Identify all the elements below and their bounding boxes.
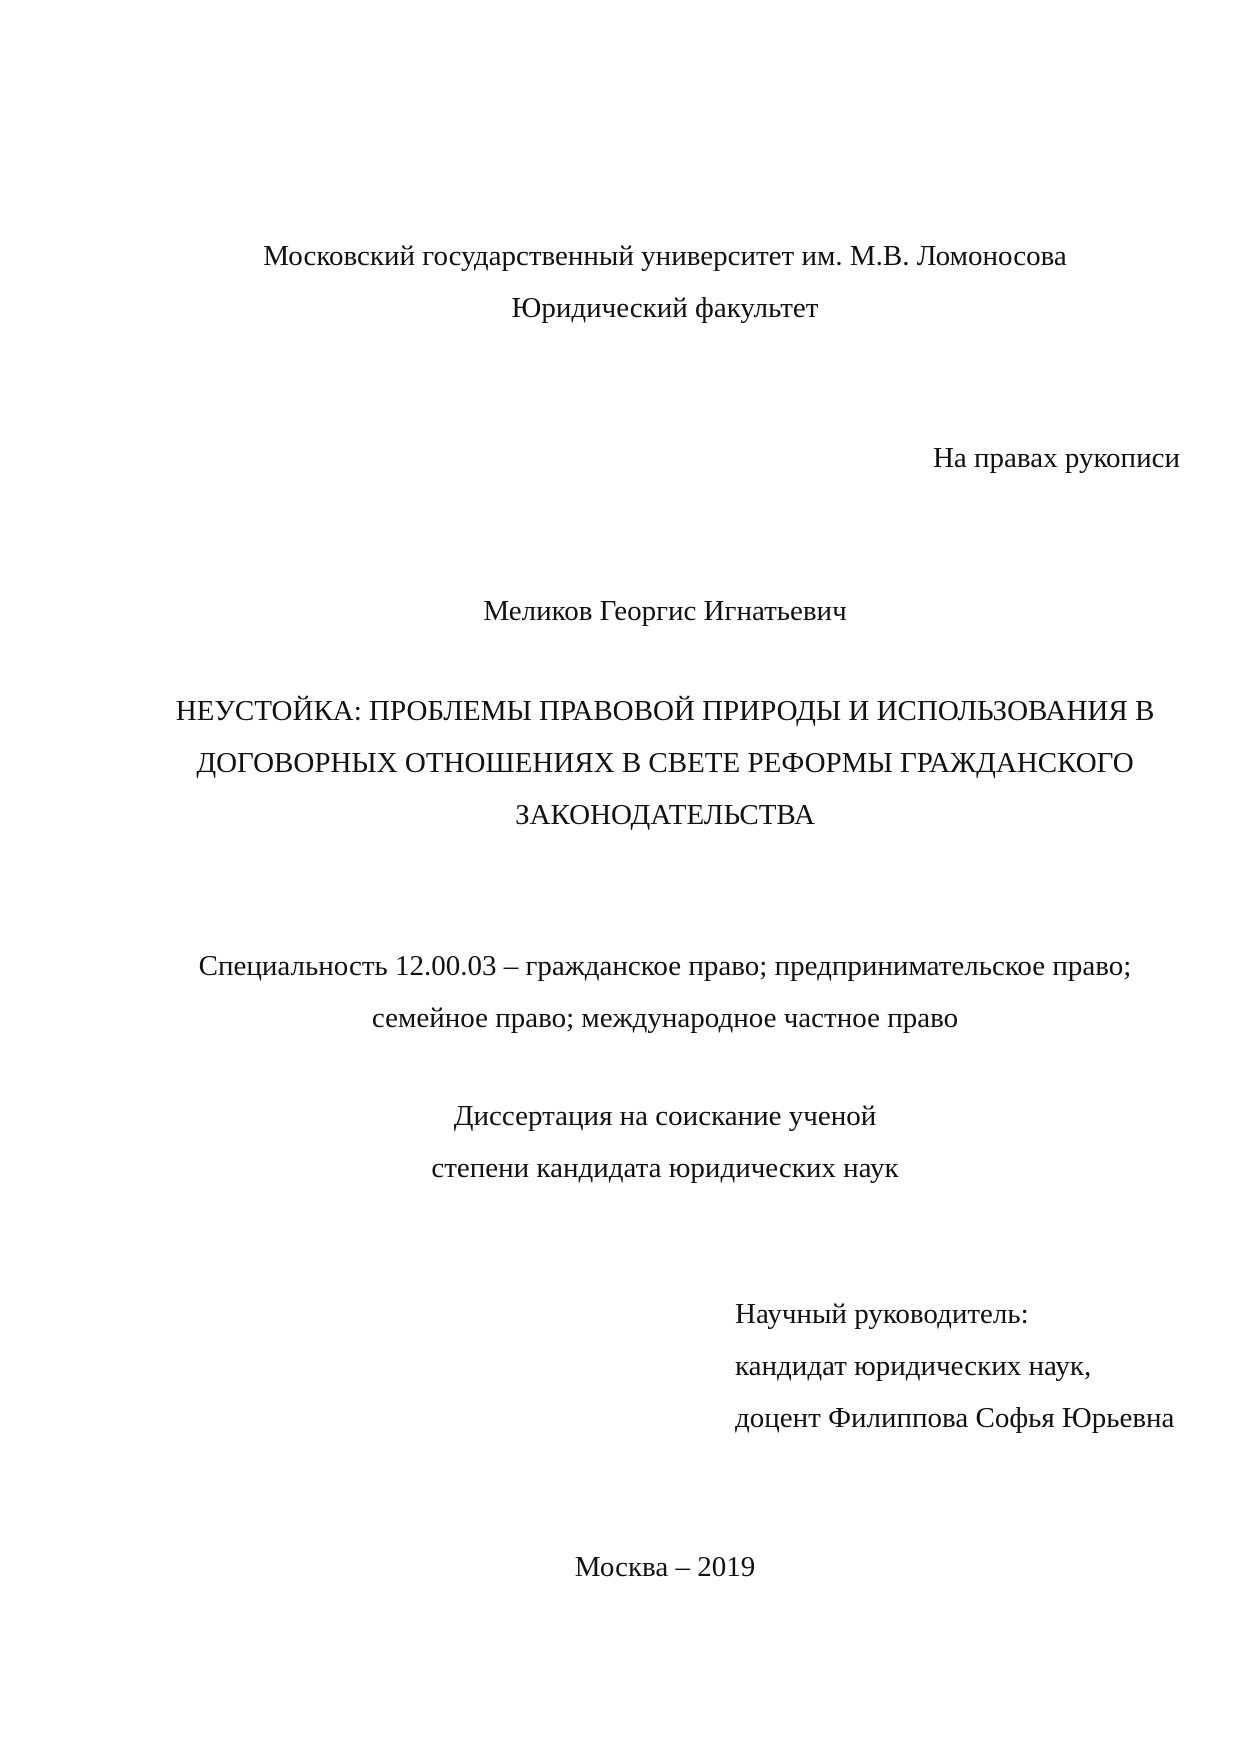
dissertation-title-line-3: ЗАКОНОДАТЕЛЬСТВА — [515, 799, 815, 831]
university-name: Московский государственный университет им. М.В. Ломоносова — [263, 240, 1067, 272]
city-year: Москва – 2019 — [574, 1551, 756, 1583]
header-block — [150, 230, 1180, 334]
degree-statement-line-1: Диссертация на соискание ученой — [453, 1100, 877, 1132]
specialty-line-1: Специальность 12.00.03 – гражданское право; предпринимательское право; — [198, 950, 1132, 982]
supervisor-name: доцент Филиппова Софья Юрьевна — [735, 1402, 1175, 1434]
dissertation-title-line-1: НЕУСТОЙКА: ПРОБЛЕМЫ ПРАВОВОЙ ПРИРОДЫ И ИСПОЛЬЗОВАНИЯ В — [175, 695, 1155, 727]
dissertation-title-line-2: ДОГОВОРНЫХ ОТНОШЕНИЯХ В СВЕТЕ РЕФОРМЫ ГРАЖДАНСКОГО — [196, 747, 1134, 779]
specialty-line-2: семейное право; международное частное право — [371, 1002, 959, 1034]
supervisor-block — [735, 1288, 1195, 1444]
city-year-block — [150, 1541, 1180, 1593]
supervisor-heading: Научный руководитель: — [735, 1298, 1029, 1330]
author-block — [150, 585, 1180, 637]
supervisor-degree: кандидат юридических наук, — [735, 1350, 1092, 1382]
manuscript-note-block — [150, 432, 1180, 484]
faculty-name: Юридический факультет — [511, 292, 819, 324]
degree-statement-block — [150, 1090, 1180, 1194]
dissertation-title — [150, 685, 1180, 841]
manuscript-note: На правах рукописи — [932, 442, 1180, 474]
author-name: Меликов Георгис Игнатьевич — [483, 595, 847, 627]
degree-statement-line-2: степени кандидата юридических наук — [431, 1152, 899, 1184]
specialty-block — [150, 940, 1180, 1044]
